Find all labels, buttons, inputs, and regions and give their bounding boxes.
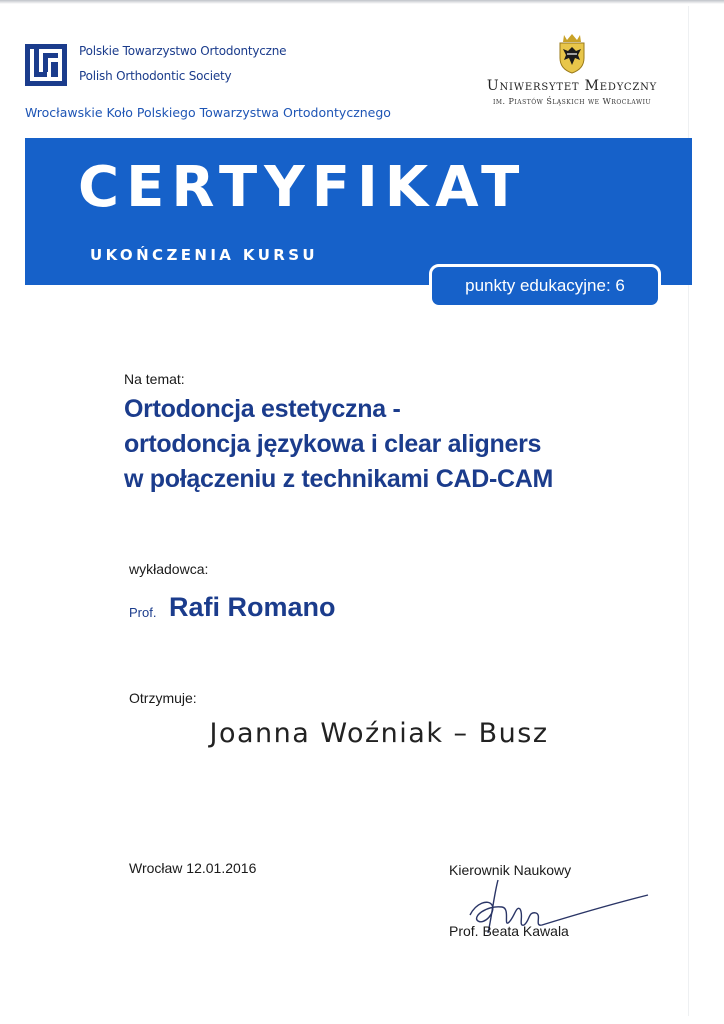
signatory-name: Prof. Beata Kawala (449, 923, 569, 939)
pto-name-english: Polish Orthodontic Society (79, 69, 232, 83)
certificate-title: CERTYFIKAT (78, 155, 527, 220)
pto-name-polish: Polskie Towarzystwo Ortodontyczne (79, 44, 287, 58)
wroclaw-circle-name: Wrocławskie Koło Polskiego Towarzystwa Ortodontycznego (25, 105, 391, 120)
education-points-badge: punkty edukacyjne: 6 (429, 264, 661, 308)
lecturer-label: wykładowca: (129, 561, 209, 577)
recipient-name: Joanna Woźniak – Busz (209, 718, 549, 749)
lecturer-title-prefix: Prof. (129, 605, 157, 620)
scan-edge-top (0, 0, 724, 4)
lecturer-name: Rafi Romano (169, 592, 336, 622)
university-name: Uniwersytet Medyczny (486, 78, 658, 94)
pto-logo-icon (25, 44, 67, 86)
topic-line-1: Ortodoncja estetyczna - (124, 395, 401, 423)
topic-line-3: w połączeniu z technikami CAD-CAM (124, 465, 554, 493)
topic-line-2: ortodoncja językowa i clear aligners (124, 430, 542, 458)
city-and-date: Wrocław 12.01.2016 (129, 860, 257, 876)
signatory-title: Kierownik Naukowy (449, 862, 572, 878)
topic-label: Na temat: (124, 371, 185, 387)
university-subtitle: im. Piastów Śląskich we Wrocławiu (492, 97, 652, 106)
university-eagle-crest-icon (555, 32, 589, 74)
recipient-label: Otrzymuje: (129, 690, 197, 706)
certificate-subtitle: UKOŃCZENIA KURSU (90, 246, 319, 264)
